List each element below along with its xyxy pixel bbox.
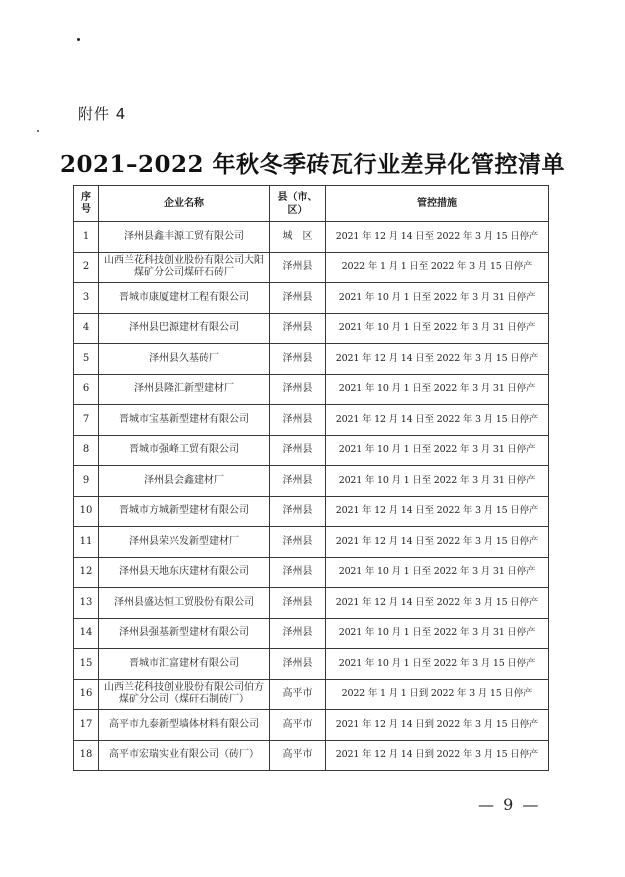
cell-county: 泽州县 <box>270 588 326 619</box>
cell-company: 高平市宏瑞实业有限公司（砖厂） <box>99 740 270 771</box>
cell-county: 高平市 <box>270 710 326 741</box>
cell-measure: 2021 年 10 月 1 日至 2022 年 3 月 31 日停产 <box>326 557 549 588</box>
scan-speck <box>77 38 80 41</box>
cell-company: 高平市九泰新型墙体材料有限公司 <box>99 710 270 741</box>
table-row <box>74 435 549 466</box>
attachment-label: 附件 4 <box>78 105 127 123</box>
cell-county: 泽州县 <box>270 344 326 375</box>
control-list-table <box>73 185 549 771</box>
cell-seq: 5 <box>74 344 99 375</box>
table-row <box>74 252 549 283</box>
table-row <box>74 740 549 771</box>
cell-measure: 2021 年 10 月 1 日至 2022 年 3 月 31 日停产 <box>326 374 549 405</box>
cell-measure: 2021 年 10 月 1 日至 2022 年 3 月 31 日停产 <box>326 618 549 649</box>
document-title: 2021–2022 年秋冬季砖瓦行业差异化管控清单 <box>59 151 566 178</box>
table-row <box>74 588 549 619</box>
cell-company: 泽州县荣兴发新型建材厂 <box>99 527 270 558</box>
cell-measure: 2021 年 12 月 14 日到 2022 年 3 月 15 日停产 <box>326 710 549 741</box>
cell-company: 泽州县盛达恒工贸股份有限公司 <box>99 588 270 619</box>
cell-measure: 2021 年 12 月 14 日至 2022 年 3 月 15 日停产 <box>326 405 549 436</box>
scan-speck <box>37 130 39 132</box>
table-header-row <box>74 186 549 222</box>
cell-company: 泽州县鑫丰源工贸有限公司 <box>99 222 270 253</box>
cell-company: 泽州县隆汇新型建材厂 <box>99 374 270 405</box>
table-row <box>74 527 549 558</box>
cell-county: 泽州县 <box>270 283 326 314</box>
cell-seq: 4 <box>74 313 99 344</box>
cell-county: 泽州县 <box>270 557 326 588</box>
cell-company: 泽州县巴源建材有限公司 <box>99 313 270 344</box>
cell-county: 泽州县 <box>270 405 326 436</box>
cell-measure: 2021 年 10 月 1 日至 2022 年 3 月 31 日停产 <box>326 466 549 497</box>
cell-measure: 2021 年 12 月 14 日到 2022 年 3 月 15 日停产 <box>326 740 549 771</box>
cell-county: 泽州县 <box>270 527 326 558</box>
table-row <box>74 405 549 436</box>
cell-county: 城 区 <box>270 222 326 253</box>
cell-company: 晋城市康厦建材工程有限公司 <box>99 283 270 314</box>
cell-company: 山西兰花科技创业股份有限公司大阳煤矿分公司煤矸石砖厂 <box>99 252 270 283</box>
cell-seq: 7 <box>74 405 99 436</box>
cell-seq: 6 <box>74 374 99 405</box>
table-row <box>74 649 549 680</box>
cell-seq: 2 <box>74 252 99 283</box>
cell-measure: 2021 年 12 月 14 日至 2022 年 3 月 15 日停产 <box>326 588 549 619</box>
cell-county: 泽州县 <box>270 435 326 466</box>
cell-seq: 13 <box>74 588 99 619</box>
header-seq: 序号 <box>74 186 99 222</box>
table-row <box>74 313 549 344</box>
cell-company: 晋城市方城新型建材有限公司 <box>99 496 270 527</box>
header-county: 县（市、区） <box>270 186 326 222</box>
cell-seq: 12 <box>74 557 99 588</box>
table-row <box>74 466 549 497</box>
cell-company: 晋城市宝基新型建材有限公司 <box>99 405 270 436</box>
cell-county: 泽州县 <box>270 618 326 649</box>
cell-county: 泽州县 <box>270 374 326 405</box>
table-row <box>74 618 549 649</box>
cell-seq: 14 <box>74 618 99 649</box>
cell-county: 泽州县 <box>270 496 326 527</box>
cell-company: 泽州县天地东庆建材有限公司 <box>99 557 270 588</box>
cell-measure: 2021 年 10 月 1 日至 2022 年 3 月 31 日停产 <box>326 283 549 314</box>
table-row <box>74 710 549 741</box>
cell-measure: 2021 年 12 月 14 日至 2022 年 3 月 15 日停产 <box>326 496 549 527</box>
cell-measure: 2022 年 1 月 1 日到 2022 年 3 月 15 日停产 <box>326 679 549 710</box>
table-row <box>74 496 549 527</box>
cell-county: 泽州县 <box>270 649 326 680</box>
cell-company: 晋城市汇富建材有限公司 <box>99 649 270 680</box>
table-row <box>74 679 549 710</box>
header-company: 企业名称 <box>99 186 270 222</box>
cell-county: 高平市 <box>270 679 326 710</box>
cell-seq: 17 <box>74 710 99 741</box>
cell-county: 泽州县 <box>270 252 326 283</box>
cell-measure: 2021 年 12 月 14 日至 2022 年 3 月 15 日停产 <box>326 344 549 375</box>
page-number: — 9 — <box>478 795 541 814</box>
cell-measure: 2021 年 10 月 1 日至 2022 年 3 月 31 日停产 <box>326 313 549 344</box>
cell-seq: 11 <box>74 527 99 558</box>
cell-measure: 2021 年 12 月 14 日至 2022 年 3 月 15 日停产 <box>326 222 549 253</box>
table-row <box>74 283 549 314</box>
cell-seq: 15 <box>74 649 99 680</box>
cell-seq: 3 <box>74 283 99 314</box>
cell-company: 泽州县久基砖厂 <box>99 344 270 375</box>
cell-seq: 8 <box>74 435 99 466</box>
cell-measure: 2022 年 1 月 1 日至 2022 年 3 月 15 日停产 <box>326 252 549 283</box>
cell-company: 泽州县会鑫建材厂 <box>99 466 270 497</box>
cell-company: 山西兰花科技创业股份有限公司伯方煤矿分公司（煤矸石制砖厂） <box>99 679 270 710</box>
cell-measure: 2021 年 12 月 14 日至 2022 年 3 月 15 日停产 <box>326 527 549 558</box>
table-row <box>74 557 549 588</box>
table-row <box>74 374 549 405</box>
cell-company: 晋城市强峰工贸有限公司 <box>99 435 270 466</box>
cell-county: 泽州县 <box>270 313 326 344</box>
cell-seq: 16 <box>74 679 99 710</box>
cell-seq: 18 <box>74 740 99 771</box>
cell-county: 高平市 <box>270 740 326 771</box>
cell-measure: 2021 年 10 月 1 日至 2022 年 3 月 31 日停产 <box>326 435 549 466</box>
cell-seq: 10 <box>74 496 99 527</box>
cell-county: 泽州县 <box>270 466 326 497</box>
cell-company: 泽州县强基新型建材有限公司 <box>99 618 270 649</box>
cell-measure: 2021 年 10 月 1 日至 2022 年 3 月 15 日停产 <box>326 649 549 680</box>
table-row <box>74 344 549 375</box>
cell-seq: 9 <box>74 466 99 497</box>
table-row <box>74 222 549 253</box>
cell-seq: 1 <box>74 222 99 253</box>
header-measure: 管控措施 <box>326 186 549 222</box>
